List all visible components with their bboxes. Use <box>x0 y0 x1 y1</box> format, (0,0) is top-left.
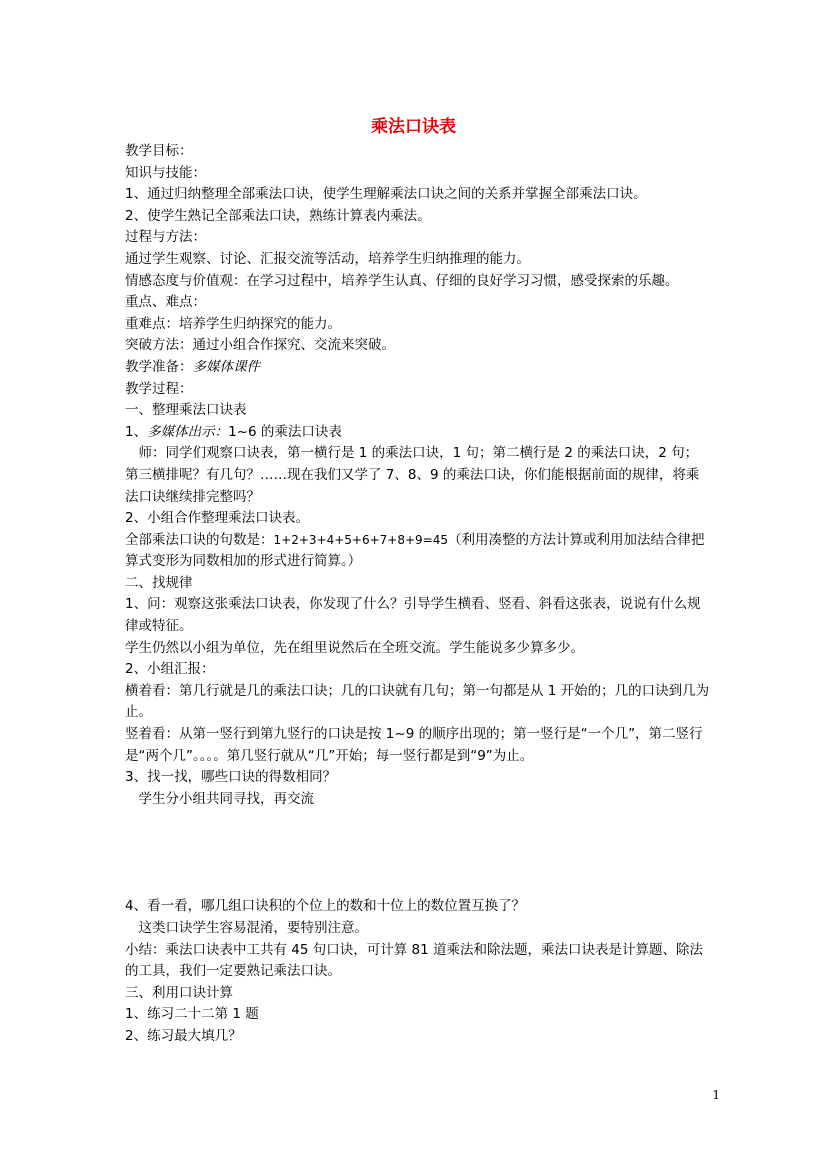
paragraph: 4、看一看，哪几组口诀积的个位上的数和十位上的数位置互换了？ <box>125 898 526 915</box>
blank-space <box>125 810 710 896</box>
paragraph: 1、问：观察这张乘法口诀表，你发现了什么？引导学生横看、竖看、斜看这张表，说说有什么规律或特征。 <box>125 596 701 635</box>
label-text: 教学准备： <box>125 358 193 375</box>
paragraph: 过程与方法： <box>125 229 206 246</box>
page-number: 1 <box>712 1088 720 1102</box>
paragraph: 三、利用口诀计算 <box>125 984 233 1001</box>
paragraph: 通过学生观察、讨论、汇报交流等活动，培养学生归纳推理的能力。 <box>125 250 530 267</box>
paragraph: 知识与技能： <box>125 164 206 181</box>
paragraph: 竖着看：从第一竖行到第九竖行的口诀是按 1~9 的顺序出现的；第一竖行是“一个几”，第二竖行是“两个几”。。。。第几竖行就从“几”开始；每一竖行都是到“9”为止。 <box>125 726 703 764</box>
paragraph: 师：同学们观察口诀表，第一横行是 1 的乘法口诀，1 句；第二横行是 2 的乘法口诀，2 句；第三横排呢？有几句？……现在我们又学了 7、8、9 的乘法口诀，你们能根据前面的规律，将乘法口诀继续排完整吗？ <box>125 445 700 505</box>
italic-text: 多媒体出示： <box>147 423 229 440</box>
paragraph: 教学目标： <box>125 143 193 159</box>
body-text: 1~6 的乘法口诀表 <box>228 423 342 440</box>
paragraph: 学生分小组共同寻找，再交流 <box>138 790 314 807</box>
formula-text: 1+2+3+4+5+6+7+8+9=45 <box>273 532 448 547</box>
paragraph: 突破方法：通过小组合作探究、交流来突破。 <box>125 337 395 354</box>
paragraph: 3、找一找，哪些口诀的得数相同？ <box>125 769 337 786</box>
paragraph: 2、练习最大填几？ <box>125 1027 242 1044</box>
paragraph: 一、整理乘法口诀表 <box>125 402 247 419</box>
paragraph <box>125 422 710 444</box>
paragraph: 1、练习二十二第 1 题 <box>125 1006 259 1023</box>
paragraph: 教学过程： <box>125 380 193 397</box>
paragraph: 这类口诀学生容易混淆，要特别注意。 <box>138 920 368 936</box>
paragraph <box>125 357 710 379</box>
document-body <box>125 141 710 1048</box>
paragraph: 横着看：第几行就是几的乘法口诀；几的口诀就有几句；第一句都是从 1 开始的；几的口诀到几为止。 <box>125 682 710 721</box>
body-text: （利用凑整的方法计算或利用加法结合律把算式变形为同数相加的形式进行简算。） <box>125 531 705 570</box>
paragraph: 小结：乘法口诀表中工共有 45 句口诀，可计算 81 道乘法和除法题，乘法口诀表是计算题、除法的工具，我们一定要熟记乘法口诀。 <box>125 941 704 980</box>
paragraph: 1、通过归纳整理全部乘法口诀，使学生理解乘法口诀之间的关系并掌握全部乘法口诀。 <box>125 186 647 203</box>
paragraph <box>125 530 710 573</box>
paragraph: 情感态度与价值观：在学习过程中，培养学生认真、仔细的良好学习习惯，感受探索的乐趣。 <box>125 272 679 289</box>
document-title: 乘法口诀表 <box>371 117 456 137</box>
paragraph: 学生仍然以小组为单位，先在组里说然后在全班交流。学生能说多少算多少。 <box>125 639 584 656</box>
paragraph: 二、找规律 <box>125 574 193 591</box>
label-text: 1、 <box>125 423 148 440</box>
paragraph: 2、小组汇报： <box>125 661 215 678</box>
paragraph: 2、使学生熟记全部乘法口诀，熟练计算表内乘法。 <box>125 207 431 224</box>
paragraph: 重难点：培养学生归纳探究的能力。 <box>125 315 341 332</box>
italic-text: 多媒体课件 <box>192 358 260 375</box>
paragraph: 重点、难点： <box>125 294 206 311</box>
label-text: 全部乘法口诀的句数是： <box>125 531 274 548</box>
paragraph: 2、小组合作整理乘法口诀表。 <box>125 510 310 527</box>
